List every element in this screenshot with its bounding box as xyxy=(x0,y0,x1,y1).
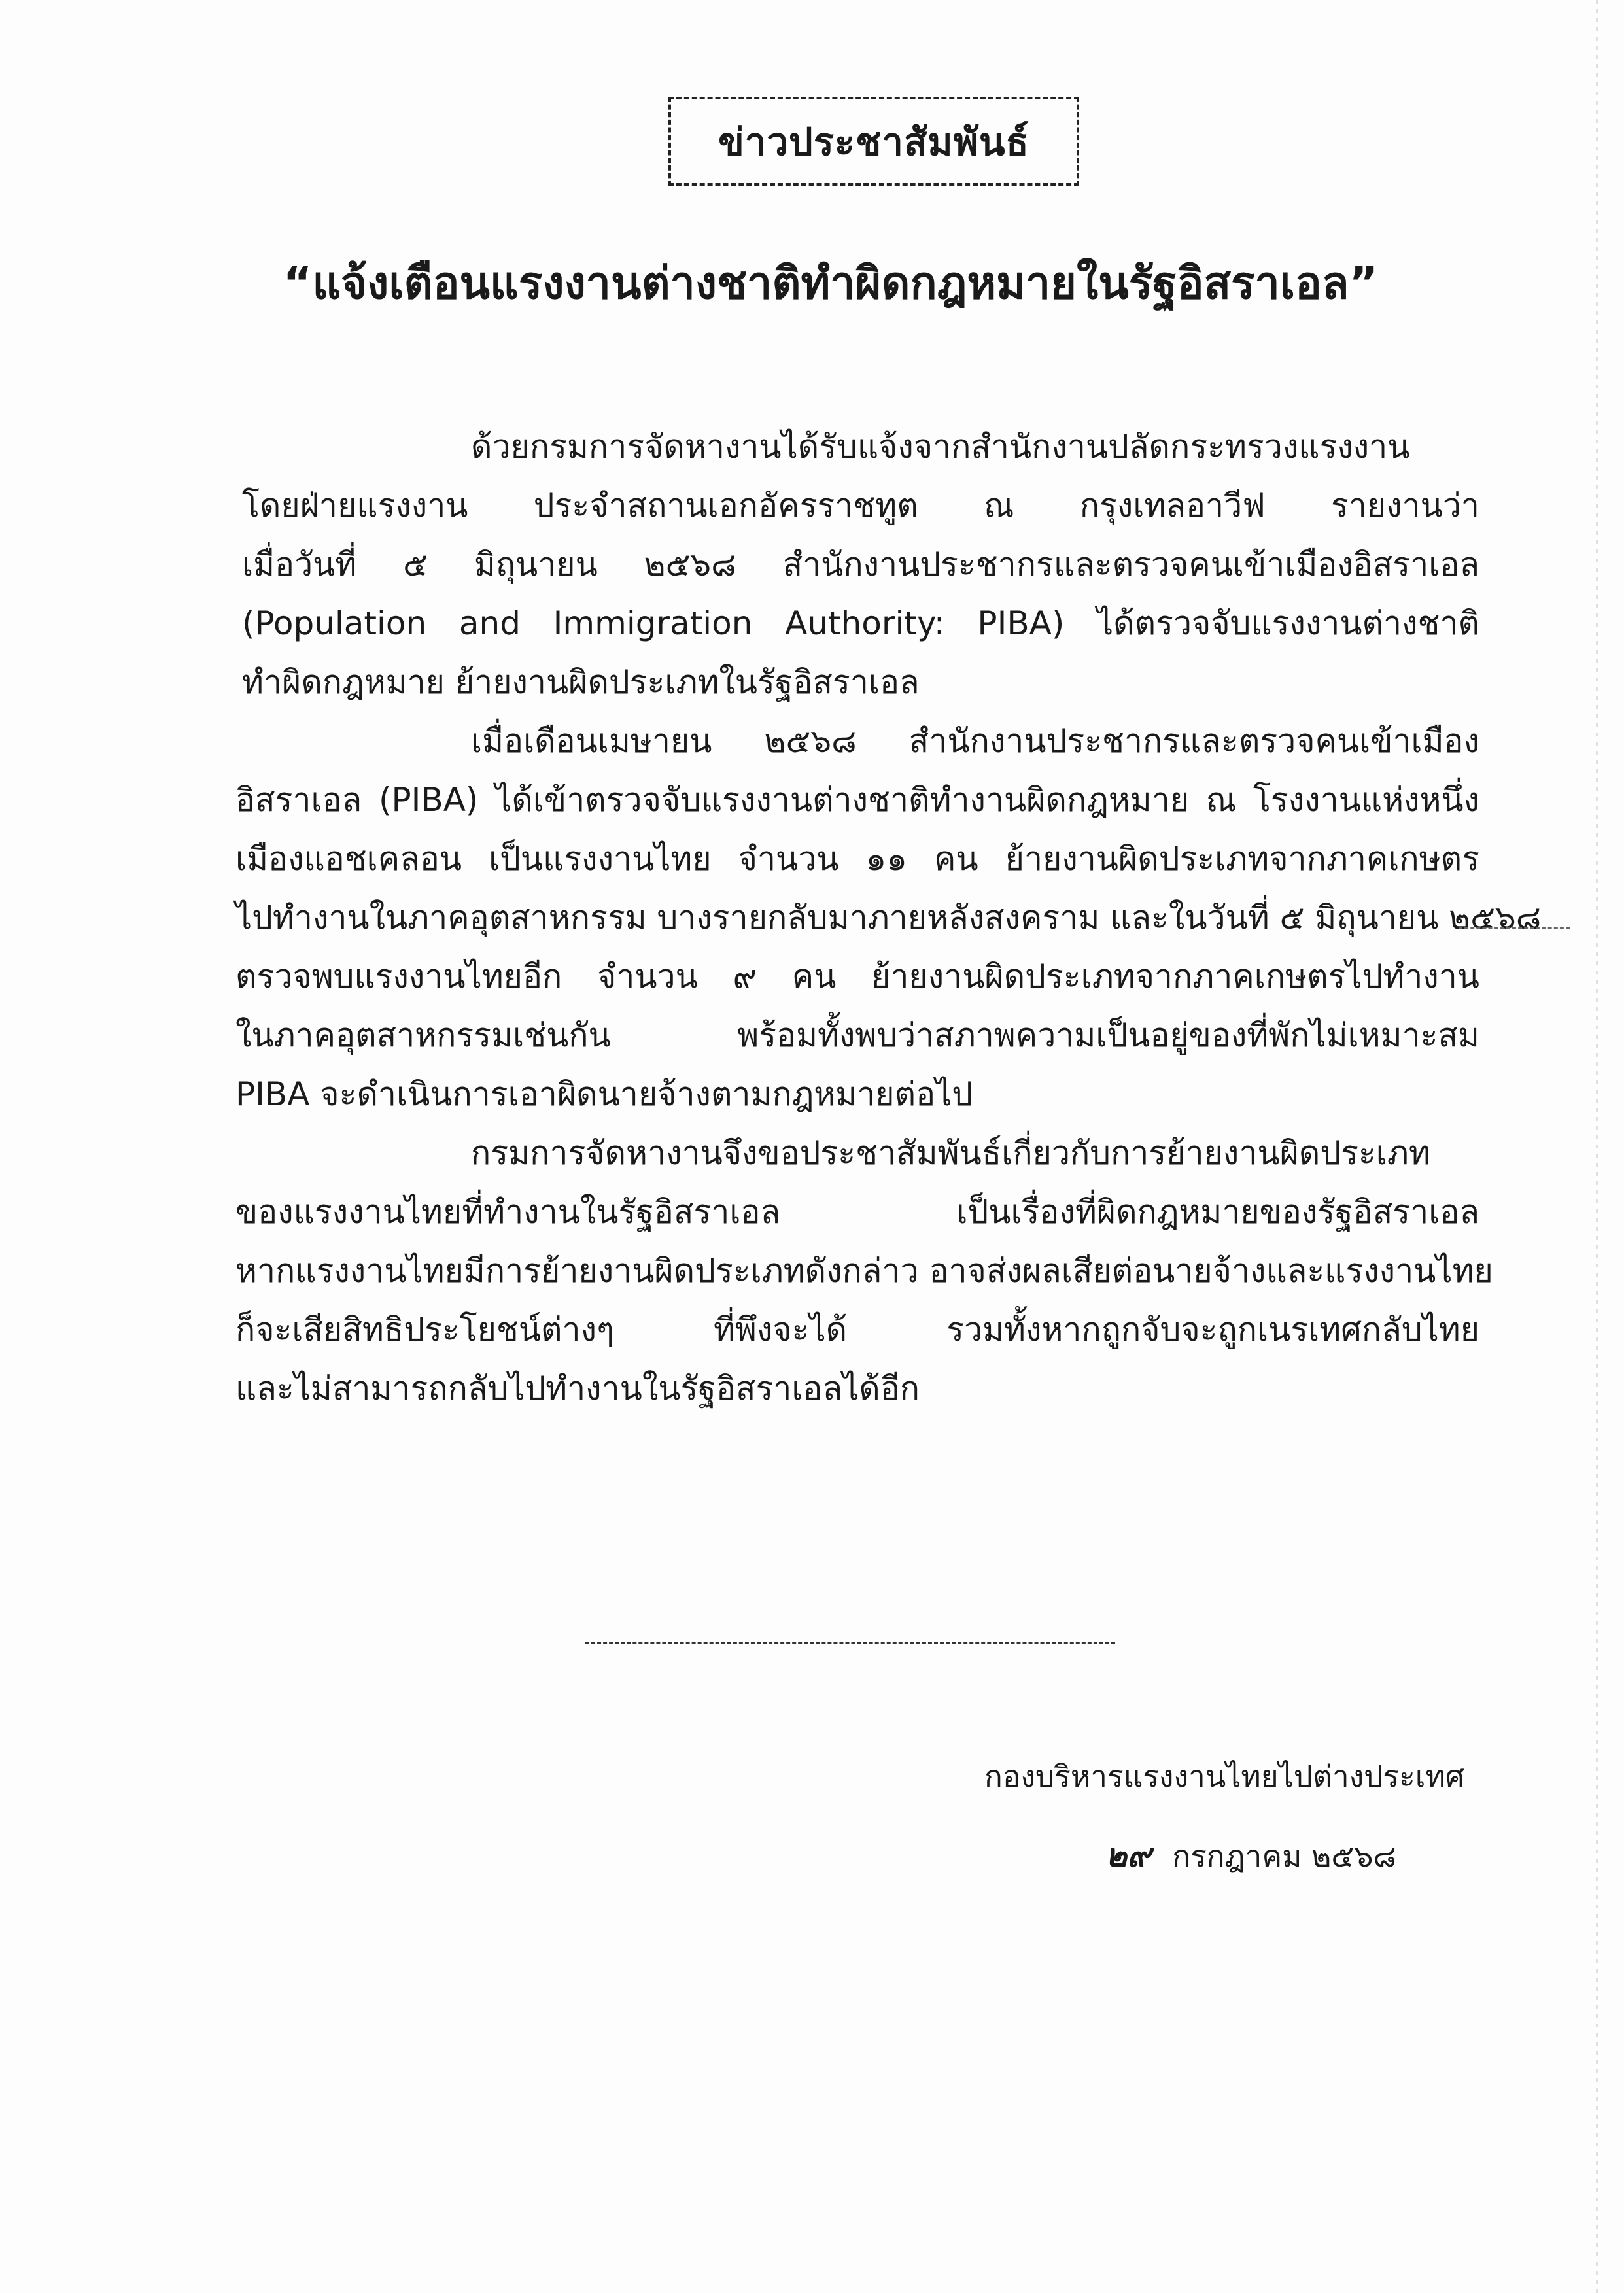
section-divider xyxy=(585,1642,1115,1644)
press-release-label-box xyxy=(668,97,1079,186)
body-line: ด้วยกรมการจัดหางานได้รับแจ้งจากสำนักงานปลัดกระทรวงแรงงาน xyxy=(471,428,1410,466)
document-title: “แจ้งเตือนแรงงานต่างชาติทำผิดกฎหมายในรัฐอิสราเอล” xyxy=(283,258,1379,309)
scan-edge-artifact xyxy=(1596,0,1598,2293)
body-line: ทำผิดกฎหมาย ย้ายงานผิดประเภทในรัฐอิสราเอล xyxy=(242,663,920,701)
body-line: เมื่อวันที่ ๕ มิถุนายน ๒๕๖๘ สำนักงานประชากรและตรวจคนเข้าเมืองอิสราเอล xyxy=(242,545,1479,583)
body-line: เมื่อเดือนเมษายน ๒๕๖๘ สำนักงานประชากรและตรวจคนเข้าเมือง xyxy=(471,722,1479,760)
body-line: และไม่สามารถกลับไปทำงานในรัฐอิสราเอลได้อีก xyxy=(235,1370,920,1407)
body-line: PIBA จะดำเนินการเอาผิดนายจ้างตามกฎหมายต่อไป xyxy=(235,1075,973,1113)
body-line: ไปทำงานในภาคอุตสาหกรรม บางรายกลับมาภายหลังสงคราม และในวันที่ ๕ มิถุนายน ๒๕๖๘ xyxy=(235,899,1542,937)
body-line: หากแรงงานไทยมีการย้ายงานผิดประเภทดังกล่าว อาจส่งผลเสียต่อนายจ้างและแรงงานไทย xyxy=(235,1252,1493,1290)
signature-month-year: กรกฎาคม ๒๕๖๘ xyxy=(1172,1838,1396,1874)
body-line: เมืองแอชเคลอน เป็นแรงงานไทย จำนวน ๑๑ คน ย้ายงานผิดประเภทจากภาคเกษตร xyxy=(235,840,1479,878)
signature-organization: กองบริหารแรงงานไทยไปต่างประเทศ xyxy=(984,1759,1465,1794)
body-line: อิสราเอล (PIBA) ได้เข้าตรวจจับแรงงานต่างชาติทำงานผิดกฎหมาย ณ โรงงานแห่งหนึ่ง xyxy=(235,781,1479,819)
signature-day-handwritten: ๒๙ xyxy=(1105,1836,1151,1874)
body-line: ของแรงงานไทยที่ทำงานในรัฐอิสราเอล เป็นเรื่องที่ผิดกฎหมายของรัฐอิสราเอล xyxy=(235,1193,1479,1231)
body-line: ตรวจพบแรงงานไทยอีก จำนวน ๙ คน ย้ายงานผิดประเภทจากภาคเกษตรไปทำงาน xyxy=(235,957,1479,995)
body-line: กรมการจัดหางานจึงขอประชาสัมพันธ์เกี่ยวกับการย้ายงานผิดประเภท xyxy=(471,1134,1430,1172)
body-line: ในภาคอุตสาหกรรมเช่นกัน พร้อมทั้งพบว่าสภาพความเป็นอยู่ของที่พักไม่เหมาะสม xyxy=(235,1016,1479,1054)
stray-dash-mark xyxy=(1459,927,1570,929)
press-release-label: ข่าวประชาสัมพันธ์ xyxy=(718,119,1029,164)
body-line: ก็จะเสียสิทธิประโยชน์ต่างๆ ที่พึงจะได้ รวมทั้งหากถูกจับจะถูกเนรเทศกลับไทย xyxy=(235,1311,1479,1349)
signature-date xyxy=(1105,1830,1396,1882)
body-line: โดยฝ่ายแรงงาน ประจำสถานเอกอัครราชทูต ณ กรุงเทลอาวีฟ รายงานว่า xyxy=(242,487,1479,525)
body-line: (Population and Immigration Authority: PIBA) ได้ตรวจจับแรงงานต่างชาติ xyxy=(242,604,1479,642)
